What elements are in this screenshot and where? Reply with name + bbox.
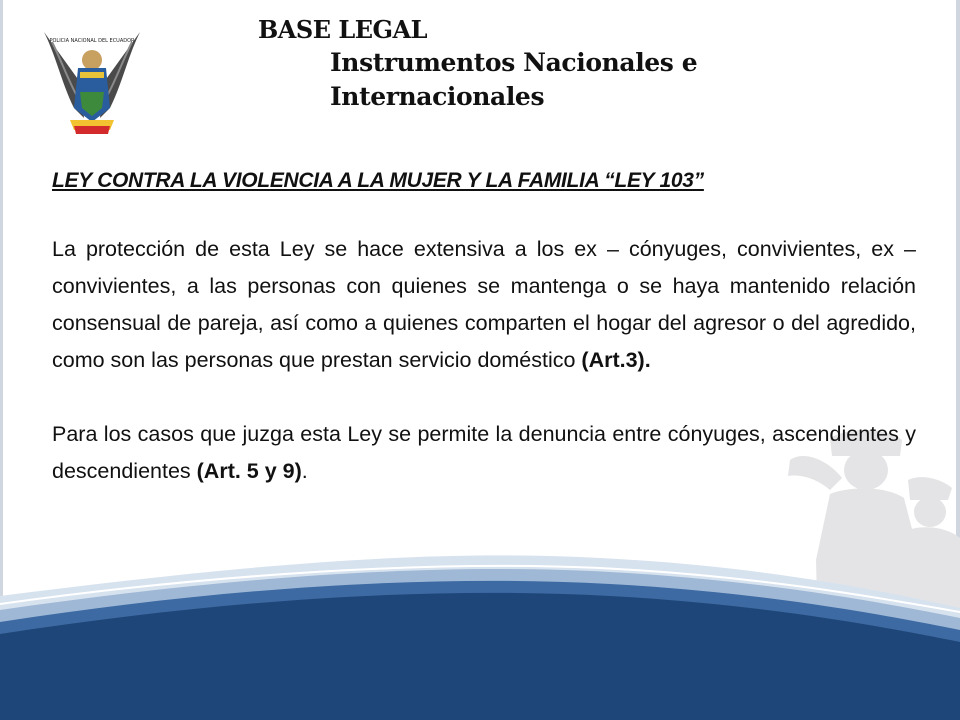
law-title: LEY CONTRA LA VIOLENCIA A LA MUJER Y LA FAMILIA “LEY 103”	[52, 169, 704, 192]
slide-title: BASE LEGAL	[258, 15, 428, 44]
police-crest-icon	[40, 22, 144, 140]
paragraph-complaints	[52, 416, 916, 490]
logo-text: POLICIA NACIONAL DEL ECUADOR	[49, 38, 135, 44]
paragraph-text: Para los casos que juzga esta Ley se permite la denuncia entre cónyuges, ascendientes y descendientes	[52, 422, 916, 483]
paragraph-tail: .	[301, 459, 308, 483]
slide-body	[52, 166, 916, 490]
article-reference: (Art.3).	[581, 348, 651, 372]
slide-header	[258, 14, 697, 114]
paragraph-text: La protección de esta Ley se hace extensiva a los ex – cónyuges, convivientes, ex – convivientes, a las personas con quienes se mantenga o se haya mantenido relación consensual de pareja, así como a quienes comparten el hogar del agresor o del agredido, como son las personas que prestan servicio doméstico	[52, 237, 916, 372]
slide-subtitle-line-1: Instrumentos Nacionales e	[330, 48, 698, 77]
bottom-wave-decoration	[0, 540, 960, 720]
article-reference: (Art. 5 y 9)	[196, 459, 302, 483]
slide-subtitle-line-2: Internacionales	[330, 82, 545, 111]
paragraph-protection-scope	[52, 231, 916, 379]
